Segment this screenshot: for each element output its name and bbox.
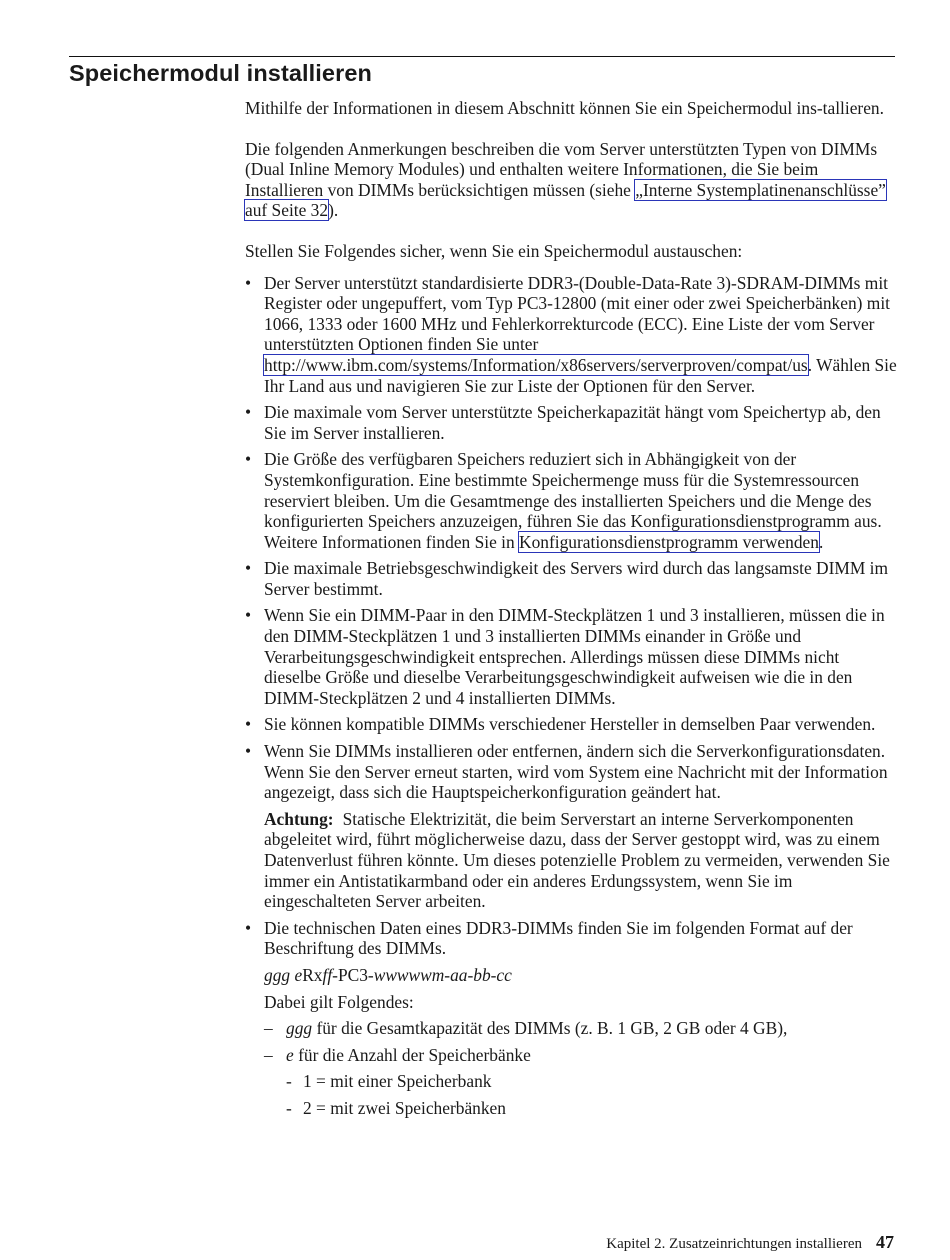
bullet-text: • Die technischen Daten eines DDR3-DIMMs finden Sie im folgenden Format auf der Beschriftung des DIMMs. xyxy=(264,917,853,959)
list-item: - 2 = mit zwei Speicherbänken xyxy=(264,1098,897,1119)
intro-paragraph: Mithilfe der Informationen in diesem Abschnitt können Sie ein Speichermodul ins-tallieren. xyxy=(245,98,884,118)
list-item: - 1 = mit einer Speicherbank xyxy=(264,1071,897,1092)
format-ggg: ggg xyxy=(264,964,291,985)
legend-var: e xyxy=(286,1044,294,1065)
list-item xyxy=(245,273,897,397)
page-number: 47 xyxy=(876,1232,894,1252)
bullet-text: • Wenn Sie DIMMs installieren oder entfernen, ändern sich die Serverkonfigurationsdaten. Wenn Sie den Server erneut starten, wird vom System eine Nachricht mit der Information angezeigt, dass sich die Hauptspeicherkonfiguration geändert hat. xyxy=(264,741,888,803)
configuration-utility-link[interactable]: Konfigurationsdienstprogramm verwenden xyxy=(519,531,819,552)
bullet-text-end: . Wählen Sie Ihr Land aus und navigieren Sie zur Liste der Optionen für den Server. xyxy=(264,354,897,396)
list-item: • Sie können kompatible DIMMs verschiedener Hersteller in demselben Paar verwenden. xyxy=(245,714,897,735)
list-item xyxy=(245,449,897,552)
list-item: • Wenn Sie ein DIMM-Paar in den DIMM-Steckplätzen 1 und 3 installieren, müssen die in den DIMM-Steckplätzen 1 und 3 installierten DIMMs einander in Größe und Verarbeitungsgeschwindigkeit entsprechen. Allerdings müssen diese DIMMs nicht dieselbe Größe und dieselbe Verarbeitungsgeschwindigkeit aufweisen wie die in den DIMM-Steckplätzen 2 und 4 installierten DIMMs. xyxy=(245,605,897,708)
list-item xyxy=(245,741,897,912)
dimm-label-format xyxy=(264,965,897,986)
legend-text: für die Anzahl der Speicherbänke xyxy=(293,1044,531,1065)
body-column xyxy=(245,98,897,1125)
format-e: e xyxy=(294,964,303,985)
list-item: • Die maximale vom Server unterstützte Speicherkapazität hängt vom Speichertyp ab, den Sie im Server installieren. xyxy=(245,402,897,443)
legend-text: für die Gesamtkapazität des DIMMs (z. B. 1 GB, 2 GB oder 4 GB), xyxy=(312,1018,788,1039)
attention-note xyxy=(264,809,897,912)
format-rest: wwwwwm-aa-bb-cc xyxy=(373,964,512,985)
bullet-text: Die Größe des verfügbaren Speichers reduziert sich in Abhängigkeit von der Systemkonfiguration. Eine bestimmte Speichermenge muss für die Systemressourcen reserviert bleiben. Um die Gesamtmenge des installierten Speichers und die Menge des konfigurierten Speichers anzuzeigen, führen Sie das Konfigurationsdienstprogramm aus. Weitere Informationen finden Sie in xyxy=(264,449,882,552)
format-ff: ff xyxy=(322,964,333,985)
format-pc3: -PC3- xyxy=(332,964,374,985)
format-legend-list xyxy=(264,1018,897,1118)
notes-paragraph xyxy=(245,139,897,221)
notes-text-end: ). xyxy=(328,200,339,221)
chapter-title: Kapitel 2. Zusatzeinrichtungen installieren xyxy=(606,1236,862,1252)
format-rx: Rx xyxy=(302,964,323,985)
list-item xyxy=(264,1045,897,1119)
system-board-connectors-link[interactable]: „Interne Systemplatinenanschlüsse” auf Seite 32 xyxy=(245,179,886,221)
requirements-list xyxy=(245,273,897,1119)
bullet-text: Der Server unterstützt standardisierte DDR3-(Double-Data-Rate 3)-SDRAM-DIMMs mit Register oder ungepuffert, vom Typ PC3-12800 (mit einer oder zwei Speicherbänken) mit 1066, 1333 oder 1600 MHz und Fehlerkorrekturcode (ECC). Eine Liste der vom Server unterstützten Optionen finden Sie unter xyxy=(264,272,890,355)
bullet-text-end: . xyxy=(818,531,824,552)
section-title: Speichermodul installieren xyxy=(69,60,372,86)
page-footer xyxy=(606,1232,894,1253)
attention-text: Statische Elektrizität, die beim Serverstart an interne Serverkomponenten abgeleitet wird, führt möglicherweise dazu, dass der Server gestoppt wird, was zu einem Datenverlust führen könnte. Um dieses potenzielle Problem zu vermeiden, verwenden Sie immer ein Antistatikarmband oder ein anderes Erdungssystem, wenn Sie im eingeschalteten Server arbeiten. xyxy=(264,808,890,912)
lead-paragraph: Stellen Sie Folgendes sicher, wenn Sie ein Speichermodul austauschen: xyxy=(245,240,743,261)
list-item: • Die maximale Betriebsgeschwindigkeit des Servers wird durch das langsamste DIMM im Server bestimmt. xyxy=(245,558,897,599)
rank-list xyxy=(264,1071,897,1118)
header-rule xyxy=(69,56,895,57)
list-item xyxy=(264,1018,897,1039)
where-text: Dabei gilt Folgendes: xyxy=(264,991,414,1012)
legend-var: ggg xyxy=(286,1018,313,1039)
list-item xyxy=(245,918,897,1119)
attention-label: Achtung: xyxy=(264,808,334,829)
notes-text: Die folgenden Anmerkungen beschreiben die vom Server unterstützten Typen von DIMMs (Dual Inline Memory Modules) und enthalten weitere Informationen, die Sie beim Installieren von DIMMs berücksichtigen müssen (siehe xyxy=(245,138,878,200)
serverproven-link[interactable]: http://www.ibm.com/systems/Information/x86servers/serverproven/compat/us xyxy=(264,354,808,375)
